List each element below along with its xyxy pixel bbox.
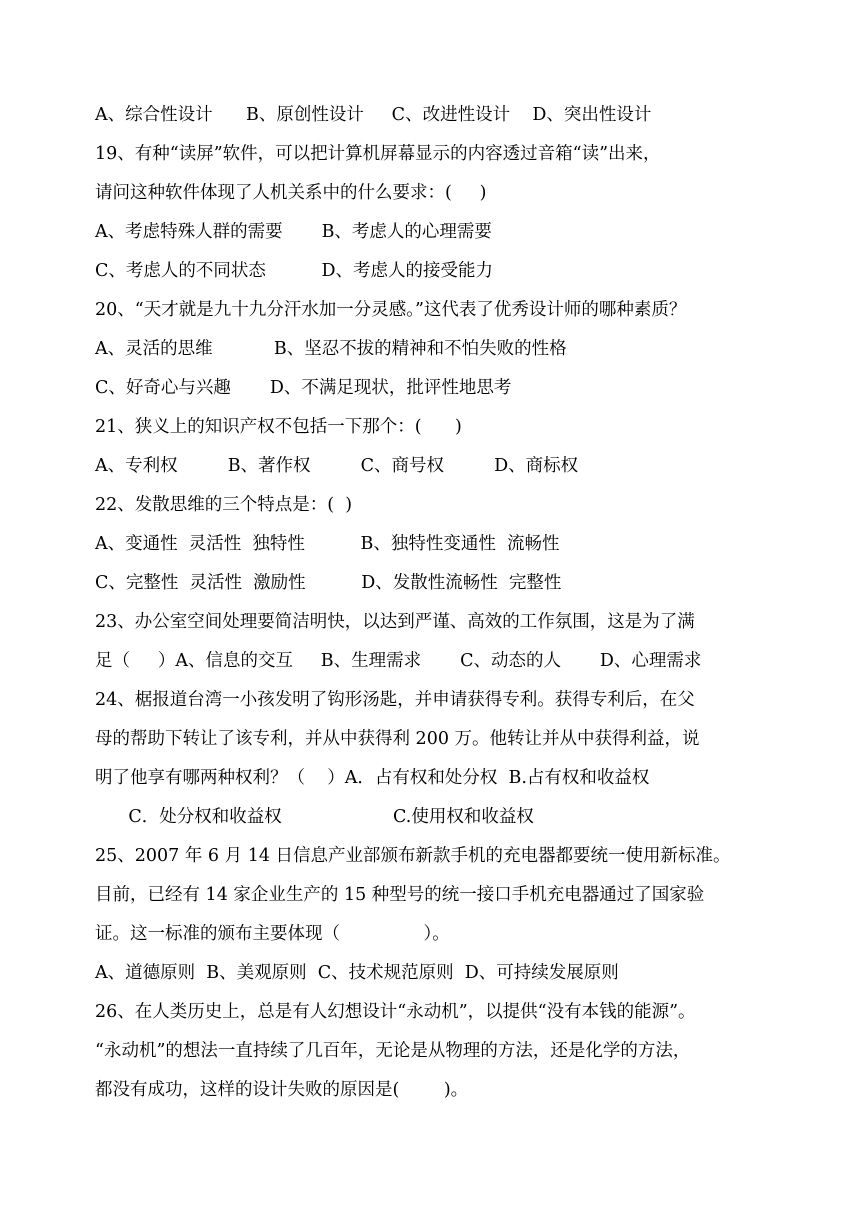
text-line: C、考虑人的不同状态 D、考虑人的接受能力 xyxy=(95,261,494,281)
text-line: C．处分权和收益权 C.使用权和收益权 xyxy=(95,807,534,827)
text-line: “永动机”的想法一直持续了几百年，无论是从物理的方法，还是化学的方法， xyxy=(95,1041,691,1061)
text-line: 证。这一标准的颁布主要体现（ ）。 xyxy=(95,924,450,944)
text-line: 23、办公室空间处理要简洁明快，以达到严谨、高效的工作氛围，这是为了满 xyxy=(95,612,695,632)
text-line: A、考虑特殊人群的需要 B、考虑人的心理需要 xyxy=(95,222,492,242)
text-line: A、道德原则 B、美观原则 C、技术规范原则 D、可持续发展原则 xyxy=(95,963,619,983)
text-line: 明了他享有哪两种权利？（ ）A．占有权和处分权 B.占有权和收益权 xyxy=(95,768,650,788)
text-line: 22、发散思维的三个特点是：( ) xyxy=(95,495,353,515)
text-line: 19、有种“读屏”软件，可以把计算机屏幕显示的内容透过音箱“读”出来， xyxy=(95,144,661,164)
text-line: 足（ ）A、信息的交互 B、生理需求 C、动态的人 D、心理需求 xyxy=(95,651,702,671)
text-line: A、变通性 灵活性 独特性 B、独特性变通性 流畅性 xyxy=(95,534,560,554)
text-line: 母的帮助下转让了该专利，并从中获得利 200 万。他转让并从中获得利益，说 xyxy=(95,729,700,749)
text-line: A、专利权 B、著作权 C、商号权 D、商标权 xyxy=(95,456,579,476)
text-line: 请问这种软件体现了人机关系中的什么要求：( ) xyxy=(95,183,487,203)
text-line: C、完整性 灵活性 激励性 D、发散性流畅性 完整性 xyxy=(95,573,562,593)
text-line: 都没有成功，这样的设计失败的原因是( )。 xyxy=(95,1080,469,1100)
text-line: 26、在人类历史上，总是有人幻想设计“永动机”，以提供“没有本钱的能源”。 xyxy=(95,1002,696,1022)
text-line: 20、“天才就是九十九分汗水加一分灵感。”这代表了优秀设计师的哪种素质？ xyxy=(95,300,687,320)
text-line: 24、椐报道台湾一小孩发明了钩形汤匙，并申请获得专利。获得专利后，在父 xyxy=(95,690,695,710)
text-line: A、灵活的思维 B、坚忍不拔的精神和不怕失败的性格 xyxy=(95,339,567,359)
text-line: A、综合性设计 B、原创性设计 C、改进性设计 D、突出性设计 xyxy=(95,105,652,125)
text-line: 目前，已经有 14 家企业生产的 15 种型号的统一接口手机充电器通过了国家验 xyxy=(95,885,705,905)
text-line: 21、狭义上的知识产权不包括一下那个：( ) xyxy=(95,417,462,437)
text-line: C、好奇心与兴趣 D、不满足现状，批评性地思考 xyxy=(95,378,512,398)
text-line: 25、2007 年 6 月 14 日信息产业部颁布新款手机的充电器都要统一使用新标准。 xyxy=(95,846,731,866)
